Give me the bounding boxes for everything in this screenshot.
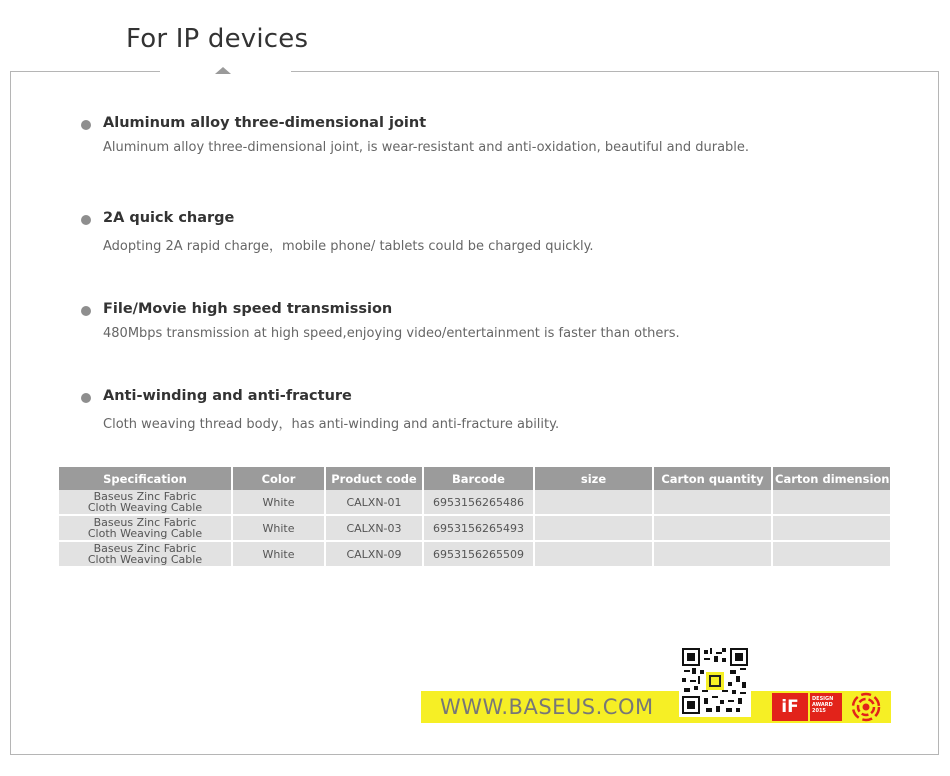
frame-border-top-right xyxy=(291,71,939,72)
column-header-specification: Specification xyxy=(59,467,231,490)
feature-description: 480Mbps transmission at high speed,enjoying video/entertainment is faster than others. xyxy=(103,326,680,341)
cell-carton-quantity xyxy=(654,490,771,516)
spec-line: Cloth Weaving Cable xyxy=(87,553,203,566)
cell-size xyxy=(535,490,652,516)
spec-line: Cloth Weaving Cable xyxy=(87,501,203,514)
cell-product-code: CALXN-09 xyxy=(326,542,422,568)
if-design-logo: iF xyxy=(772,693,808,721)
spec-line: Baseus Zinc Fabric xyxy=(93,542,197,555)
cell-color: White xyxy=(233,542,324,568)
column-header-carton-dimension: Carton dimension xyxy=(773,467,890,490)
cell-carton-quantity xyxy=(654,542,771,568)
feature-title: 2A quick charge xyxy=(103,210,235,226)
column-header-size: size xyxy=(535,467,652,490)
feature-description: Cloth weaving thread body，has anti-winding and anti-fracture ability. xyxy=(103,417,560,432)
red-dot-award-icon xyxy=(850,692,882,722)
cell-carton-quantity xyxy=(654,516,771,542)
column-header-carton-quantity: Carton quantity xyxy=(654,467,771,490)
feature-description: Aluminum alloy three-dimensional joint, is wear-resistant and anti-oxidation, beautiful and durable. xyxy=(103,140,750,155)
cell-carton-dimension xyxy=(773,490,890,516)
cell-product-code: CALXN-01 xyxy=(326,490,422,516)
cell-color: White xyxy=(233,490,324,516)
frame-border-bottom xyxy=(10,754,939,755)
table-header-row xyxy=(59,467,890,490)
spec-line: Baseus Zinc Fabric xyxy=(93,490,197,503)
cell-specification xyxy=(59,542,231,568)
spec-line: Baseus Zinc Fabric xyxy=(93,516,197,529)
award-text-line: DESIGN xyxy=(812,696,834,702)
cell-specification xyxy=(59,490,231,516)
frame-border-right xyxy=(938,71,939,755)
award-text-line: AWARD xyxy=(812,702,833,708)
specification-table xyxy=(57,467,892,568)
table-row xyxy=(59,542,890,568)
award-text-line: 2015 xyxy=(812,708,826,714)
feature-title: File/Movie high speed transmission xyxy=(103,301,393,317)
table-row xyxy=(59,490,890,516)
cell-barcode: 6953156265493 xyxy=(424,516,533,542)
feature-title: Aluminum alloy three-dimensional joint xyxy=(103,115,427,131)
cell-carton-dimension xyxy=(773,542,890,568)
cell-barcode: 6953156265509 xyxy=(424,542,533,568)
cell-size xyxy=(535,542,652,568)
column-header-color: Color xyxy=(233,467,324,490)
cell-product-code: CALXN-03 xyxy=(326,516,422,542)
bullet-dot-icon xyxy=(81,393,91,403)
design-award-badge xyxy=(810,693,842,721)
cell-specification xyxy=(59,516,231,542)
feature-title: Anti-winding and anti-fracture xyxy=(103,388,352,404)
title-pointer-triangle-icon xyxy=(215,67,231,74)
bullet-dot-icon xyxy=(81,120,91,130)
qr-code-icon xyxy=(679,645,751,717)
table-row xyxy=(59,516,890,542)
cell-color: White xyxy=(233,516,324,542)
bullet-dot-icon xyxy=(81,215,91,225)
page-title: For IP devices xyxy=(126,24,309,54)
website-url[interactable]: WWW.BASEUS.COM xyxy=(440,695,654,719)
bullet-dot-icon xyxy=(81,306,91,316)
cell-barcode: 6953156265486 xyxy=(424,490,533,516)
cell-carton-dimension xyxy=(773,516,890,542)
spec-line: Cloth Weaving Cable xyxy=(87,527,203,540)
column-header-product-code: Product code xyxy=(326,467,422,490)
feature-description: Adopting 2A rapid charge，mobile phone/ tablets could be charged quickly. xyxy=(103,239,594,254)
frame-border-top-left xyxy=(10,71,160,72)
cell-size xyxy=(535,516,652,542)
column-header-barcode: Barcode xyxy=(424,467,533,490)
frame-border-left xyxy=(10,71,11,755)
